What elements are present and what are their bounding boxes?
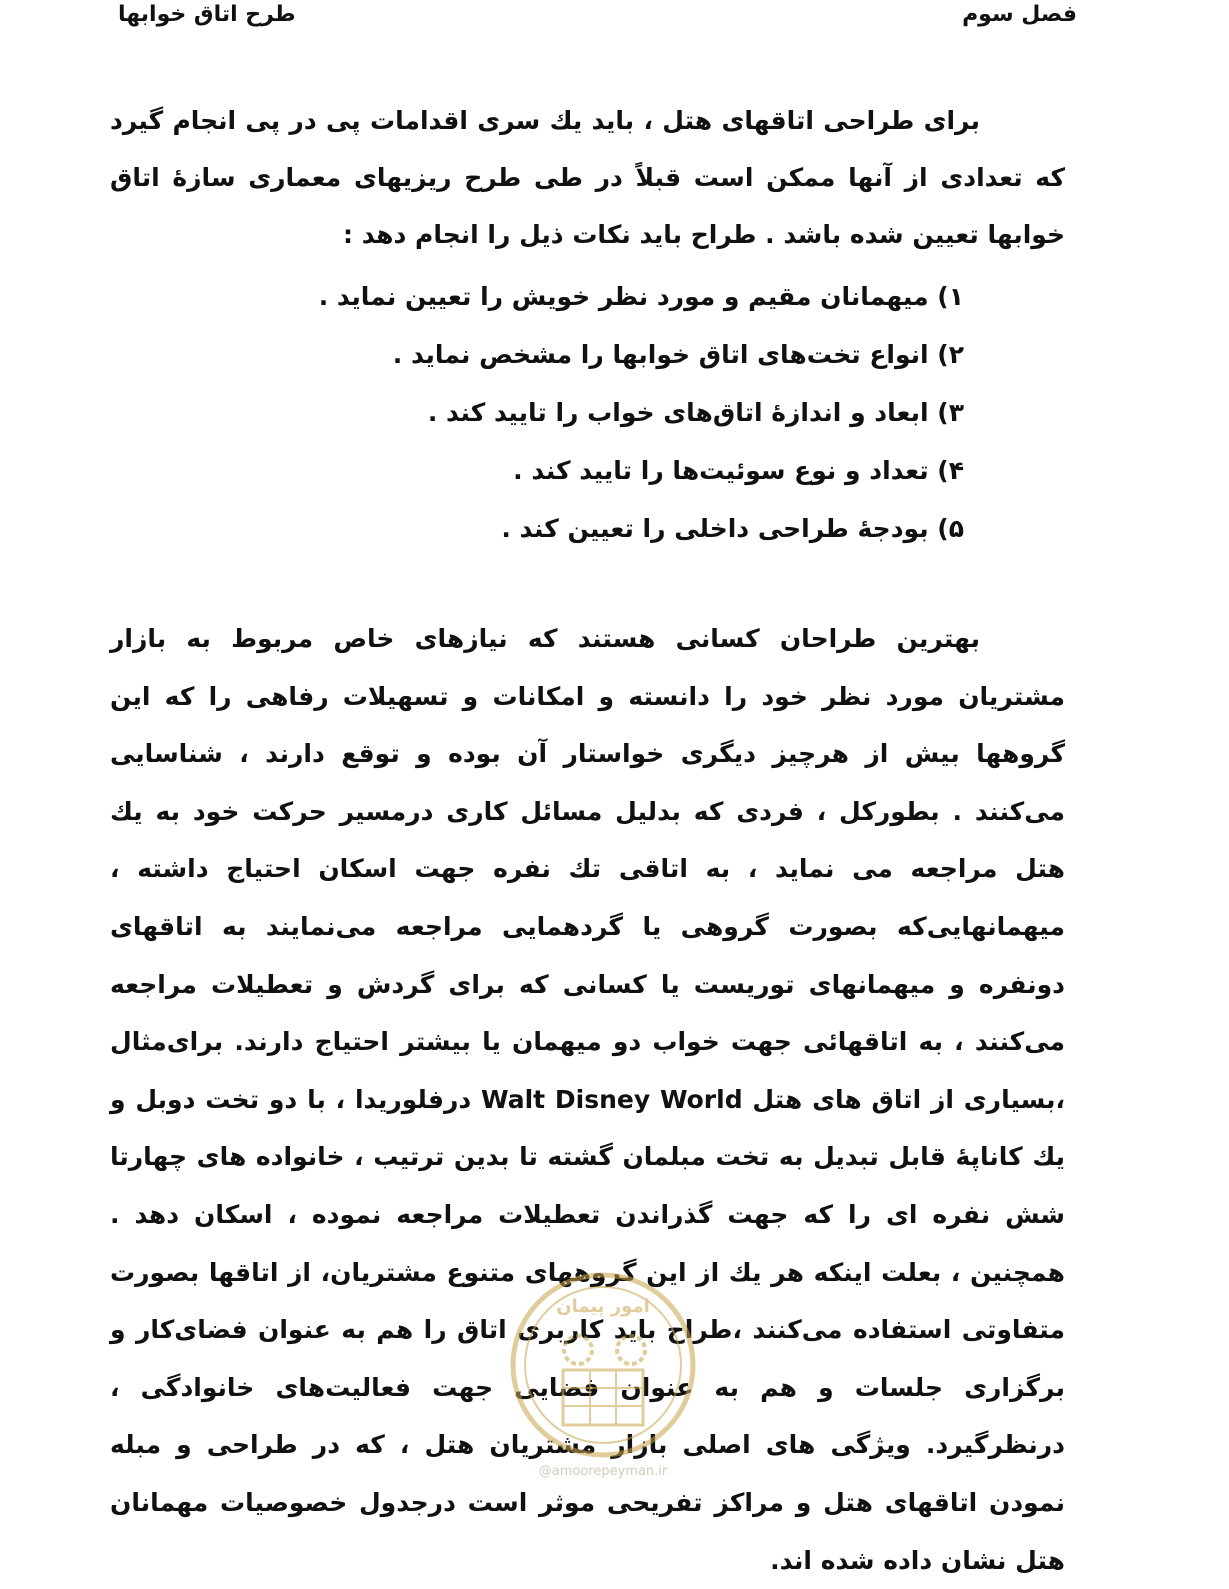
list-item: ۳) ابعاد و اندازهٔ اتاق‌های خواب را تایید کند . xyxy=(427,398,964,427)
section-header: طرح اتاق خوابها xyxy=(118,2,296,27)
chapter-header: فصل سوم xyxy=(962,2,1077,27)
list-item: ۱) میهمانان مقیم و مورد نظر خویش را تعیین نماید . xyxy=(318,282,964,311)
watermark-url: @amoorepeyman.ir xyxy=(538,1464,668,1479)
list-item: ۲) انواع تخت‌های اتاق خوابها را مشخص نماید . xyxy=(392,340,964,369)
watermark-seal-icon xyxy=(503,1270,703,1480)
watermark-seal-text: امور پیمان xyxy=(556,1296,650,1317)
list-item: ۵) بودجهٔ طراحی داخلی را تعیین کند . xyxy=(501,514,964,543)
design-steps-list xyxy=(244,268,964,558)
main-paragraph: بهترین طراحان کسانی هستند که نیازهای خاص مربوط به بازار مشتریان مورد نظر خود را دانسته و امکانات و تسهیلات رفاهی را که این گروهها بیش از هرچیز دیگری خواستار آن بوده و توقع دارند ، شناسایی می‌کنند . بطورکل ، فردی که بدلیل مسائل کاری درمسیر حرکت خود به یك هتل مراجعه می نماید ، به اتاقی تك نفره جهت اسکان احتیاج داشته ، میهمانهایی‌که بصورت گروهی یا گردهمایی مراجعه می‌نمایند به اتاقهای دونفره و میهمانهای توریست یا کسانی که برای گردش و تعطیلات مراجعه می‌کنند ، به اتاقهائی جهت خواب دو میهمان یا بیشتر احتیاج دارند. برای‌مثال ،بسیاری از اتاق های هتل Walt Disney World درفلوریدا ، با دو تخت دوبل و یك کاناپهٔ قابل تبدیل به تخت مبلمان گشته تا بدین ترتیب ، خانواده های چهارتا شش نفره ای را که جهت گذراندن تعطیلات مراجعه نموده ، اسکان دهد . همچنین ، بعلت اینکه هر یك از این گروههای متنوع مشتریان، از اتاقها بصورت متفاوتی استفاده می‌کنند ،طراح باید کاربری اتاق را هم به عنوان فضای‌کار و برگزاری جلسات و هم به عنوان فضایی جهت فعالیت‌های خانوادگی ، درنظرگیرد. ویژگی های اصلی بازار مشتریان هتل ، که در طراحی و مبله نمودن اتاقهای هتل و مراکز تفریحی موثر است درجدول خصوصیات مهمانان هتل نشان داده شده اند. xyxy=(110,624,1065,1575)
intro-paragraph: برای طراحی اتاقهای هتل ، باید یك سری اقدامات پی در پی انجام گیرد که تعدادی از آنها ممکن است قبلاً در طی طرح ریزیهای معماری سازهٔ اتاق خوابها تعیین شده باشد . طراح باید نکات ذیل را انجام دهد : xyxy=(110,106,1065,249)
list-item: ۴) تعداد و نوع سوئیت‌ها را تایید کند . xyxy=(513,456,964,485)
